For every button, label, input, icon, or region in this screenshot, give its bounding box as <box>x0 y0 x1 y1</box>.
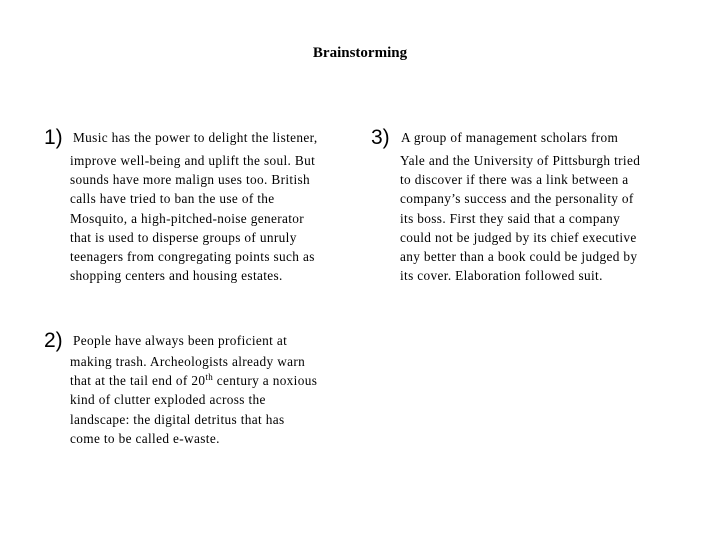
item-text-line: kind of clutter exploded across the <box>70 392 266 408</box>
item-text-line: to discover if there was a link between a <box>400 172 629 188</box>
slide-title: Brainstorming <box>312 45 408 61</box>
item-text-line: could not be judged by its chief executive <box>400 229 637 245</box>
item-text-line: sounds have more malign uses too. British <box>70 172 311 188</box>
item-text-line: landscape: the digital detritus that has <box>70 411 285 427</box>
item-first-line: Music has the power to delight the listener, <box>73 130 318 145</box>
item-body <box>70 151 370 285</box>
item-text-fragment: that at the tail end of 20 <box>70 373 206 389</box>
item-text-line <box>70 371 370 390</box>
item-text-line: making trash. Archeologists already warn <box>70 354 306 369</box>
item-number: 3) <box>371 126 390 149</box>
item-text-line: company’s success and the personality of <box>400 191 634 207</box>
item-text-line: its cover. Elaboration followed suit. <box>400 268 603 284</box>
item-text-fragment: century a noxious <box>213 373 318 389</box>
item-text-line: Mosquito, a high-pitched-noise generator <box>70 210 305 226</box>
item-text-line: come to be called e-waste. <box>70 430 220 446</box>
item-text-line: teenagers from congregating points such as <box>70 249 315 265</box>
item-text-line: Yale and the University of Pittsburgh tried <box>400 153 641 168</box>
item-body <box>70 352 370 448</box>
item-first-line: People have always been proficient at <box>73 333 288 348</box>
item-first-line: A group of management scholars from <box>401 130 619 145</box>
item-body <box>400 151 695 285</box>
item-text-line: calls have tried to ban the use of the <box>70 191 275 207</box>
superscript: th <box>205 372 214 383</box>
item-text-line: any better than a book could be judged by <box>400 249 638 265</box>
item-text-line: its boss. First they said that a company <box>400 210 621 226</box>
item-text-line: that is used to disperse groups of unruly <box>70 229 297 245</box>
item-number: 2) <box>44 329 63 352</box>
item-text-line: improve well-being and uplift the soul. But <box>70 153 316 168</box>
item-text-line: shopping centers and housing estates. <box>70 268 283 284</box>
item-number: 1) <box>44 126 63 149</box>
